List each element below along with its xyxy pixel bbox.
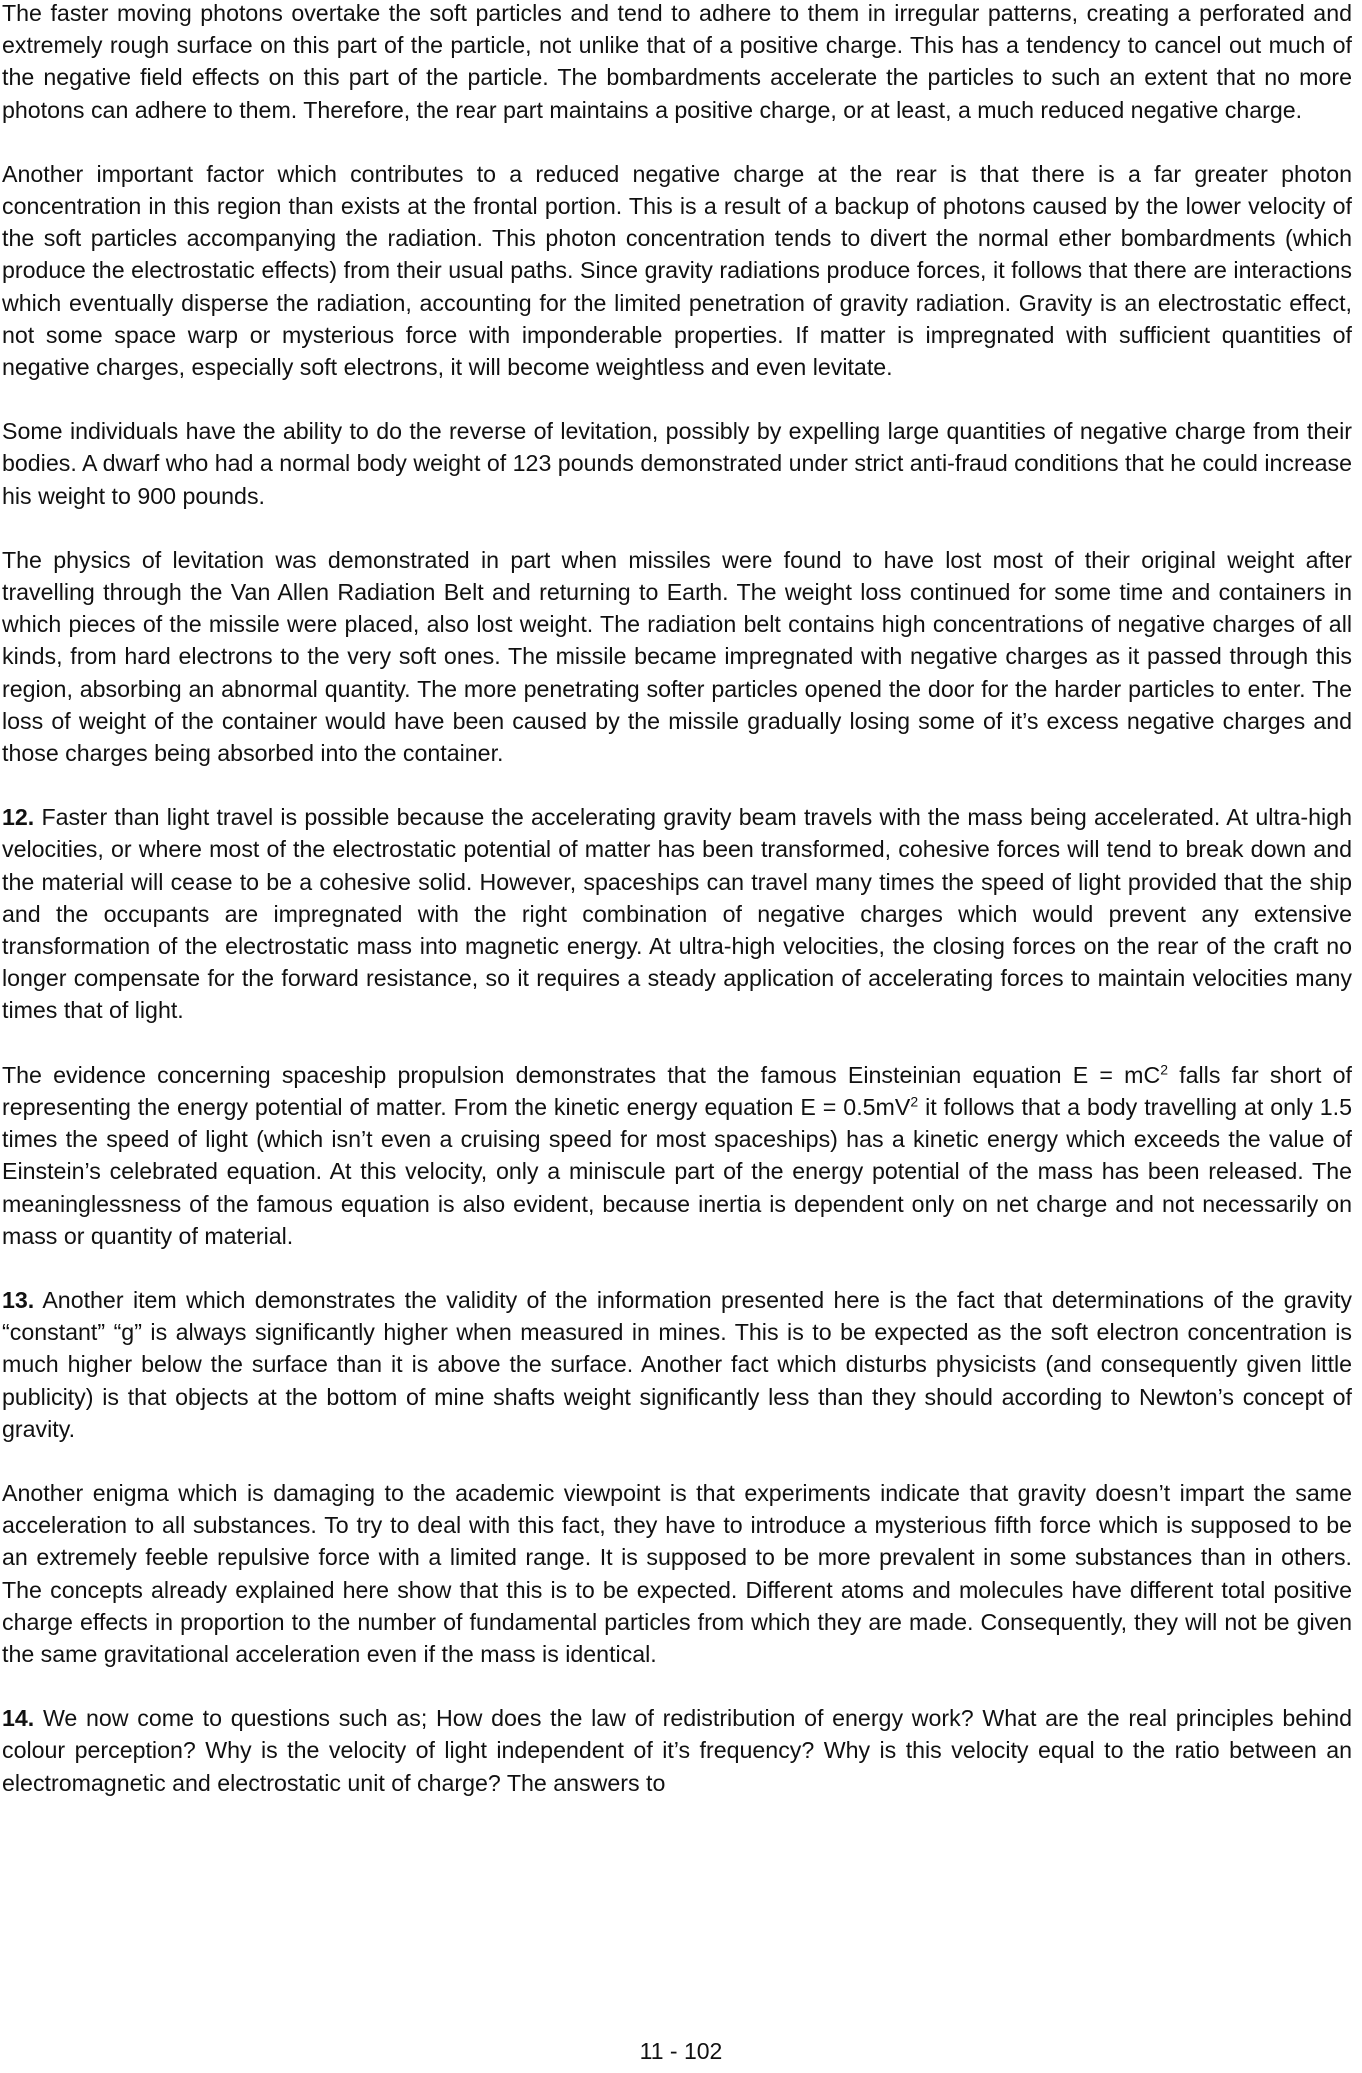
numbered-paragraph bbox=[2, 801, 1352, 1026]
paragraph bbox=[2, 415, 1352, 512]
paragraph bbox=[2, 1059, 1352, 1252]
document-page bbox=[2, 0, 1352, 1831]
section-number: 12. bbox=[2, 804, 35, 831]
paragraph-text: The physics of levitation was demonstrated in part when missiles were found to have lost most of their original weight after travelling through the Van Allen Radiation Belt and returning to Earth. The weight loss continued for some time and containers in which pieces of the missile were placed, also lost weight. The radiation belt contains high concentrations of negative charges of all kinds, from hard electrons to the very soft ones. The missile became impregnated with negative charges as it passed through this region, absorbing an abnormal quantity. The more penetrating softer particles opened the door for the harder particles to enter. The loss of weight of the container would have been caused by the missile gradually losing some of it’s excess negative charges and those charges being absorbed into the container. bbox=[2, 546, 1352, 767]
paragraph bbox=[2, 544, 1352, 769]
paragraph-text: The faster moving photons overtake the soft particles and tend to adhere to them in irregular patterns, creating a perforated and extremely rough surface on this part of the particle, not unlike that of a positive charge. This has a tendency to cancel out much of the negative field effects on this part of the particle. The bombardments accelerate the particles to such an extent that no more photons can adhere to them. Therefore, the rear part maintains a positive charge, or at least, a much reduced negative charge. bbox=[2, 0, 1352, 123]
page-footer bbox=[0, 2036, 1362, 2066]
section-number: 13. bbox=[2, 1286, 35, 1313]
paragraph-text: Faster than light travel is possible because the accelerating gravity beam travels with the mass being accelerated. At ultra-high velocities, or where most of the electrostatic potential of matter has been transformed, cohesive forces will tend to break down and the material will cease to be a cohesive solid. However, spaceships can travel many times the speed of light provided that the ship and the occupants are impregnated with the right combination of negative charges which would prevent any extensive transformation of the electrostatic mass into magnetic energy. At ultra-high velocities, the closing forces on the rear of the craft no longer compensate for the forward resistance, so it requires a steady application of accelerating forces to maintain velocities many times that of light. bbox=[2, 804, 1352, 1024]
paragraph-text: Another important factor which contributes to a reduced negative charge at the rear is that there is a far greater photon concentration in this region than exists at the frontal portion. This is a result of a backup of photons caused by the lower velocity of the soft particles accompanying the radiation. This photon concentration tends to divert the normal ether bombardments (which produce the electrostatic effects) from their usual paths. Since gravity radiations produce forces, it follows that there are interactions which eventually disperse the radiation, accounting for the limited penetration of gravity radiation. Gravity is an electrostatic effect, not some space warp or mysterious force with imponderable properties. If matter is impregnated with sufficient quantities of negative charges, especially soft electrons, it will become weightless and even levitate. bbox=[2, 160, 1352, 381]
paragraph-text: it follows that a body travelling at only 1.5 times the speed of light (which isn’t even a cruising speed for most spaceships) has a kinetic energy which exceeds the value of Einstein’s celebrated equation. At this velocity, only a miniscule part of the energy potential of the mass has been released. The meaninglessness of the famous equation is also evident, because inertia is dependent only on net charge and not necessarily on mass or quantity of material. bbox=[2, 1093, 1352, 1249]
paragraph-text: Another enigma which is damaging to the academic viewpoint is that experiments indicate that gravity doesn’t impart the same acceleration to all substances. To try to deal with this fact, they have to introduce a mysterious fifth force which is supposed to be an extremely feeble repulsive force with a limited range. It is supposed to be more prevalent in some substances than in others. The concepts already explained here show that this is to be expected. Different atoms and molecules have different total positive charge effects in proportion to the number of fundamental particles from which they are made. Consequently, they will not be given the same gravitational acceleration even if the mass is identical. bbox=[2, 1479, 1352, 1667]
paragraph-text: Some individuals have the ability to do the reverse of levitation, possibly by expelling large quantities of negative charge from their bodies. A dwarf who had a normal body weight of 123 pounds demonstrated under strict anti-fraud conditions that he could increase his weight to 900 pounds. bbox=[2, 418, 1352, 509]
page-number: 11 - 102 bbox=[639, 2038, 723, 2064]
paragraph-text: The evidence concerning spaceship propulsion demonstrates that the famous Einsteinian equation E = mC bbox=[2, 1061, 1161, 1088]
numbered-paragraph bbox=[2, 1284, 1352, 1445]
paragraph bbox=[2, 0, 1352, 126]
section-number: 14. bbox=[2, 1705, 35, 1732]
numbered-paragraph bbox=[2, 1702, 1352, 1799]
superscript-exponent: 2 bbox=[910, 1093, 919, 1110]
paragraph bbox=[2, 1477, 1352, 1670]
paragraph-text: Another item which demonstrates the validity of the information presented here is the fact that determinations of the gravity “constant” “g” is always significantly higher when measured in mines. This is to be expected as the soft electron concentration is much higher below the surface than it is above the surface. Another fact which disturbs physicists (and consequently given little publicity) is that objects at the bottom of mine shafts weight significantly less than they should according to Newton’s concept of gravity. bbox=[2, 1286, 1352, 1442]
paragraph bbox=[2, 158, 1352, 383]
paragraph-text: We now come to questions such as; How does the law of redistribution of energy work? What are the real principles behind colour perception? Why is the velocity of light independent of it’s frequency? Why is this velocity equal to the ratio between an electromagnetic and electrostatic unit of charge? The answers to bbox=[2, 1705, 1352, 1796]
paragraph-text: falls far short of representing the energy potential of matter. From the kinetic energy equation E = 0.5mV bbox=[2, 1061, 1352, 1120]
superscript-exponent: 2 bbox=[1160, 1060, 1168, 1077]
